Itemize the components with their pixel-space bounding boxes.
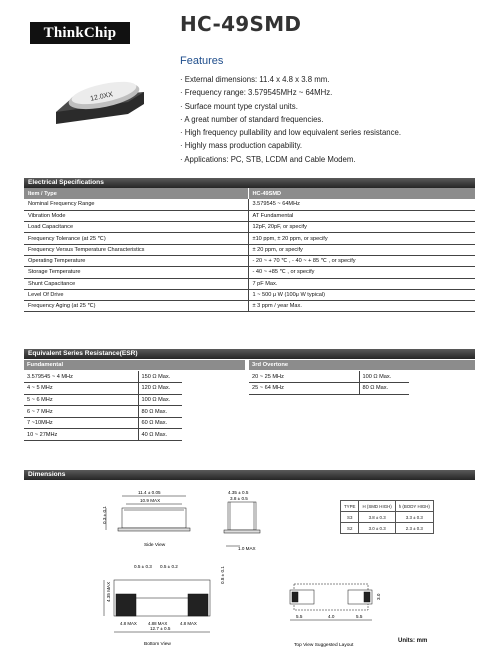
bottom-pad: 4.8 MAX [180,621,197,626]
electrical-section-header: Electrical Specifications [24,178,475,188]
dimensions-section-header: Dimensions [24,470,475,480]
column-header: H (SMD HIGH) [359,501,395,512]
brand-logo: ThinkChip [30,22,130,44]
spec-name: Operating Temperature [24,255,248,266]
table-row [24,417,182,429]
table-row [24,255,475,266]
layout-caption: Top View Suggested Layout [294,643,354,648]
table-header-row [24,188,475,199]
spec-value: 1 ~ 500 μ W (100μ W typical) [248,289,475,300]
bottom-pad: 4.88 MAX [148,621,168,626]
esr-overtone-table [249,371,409,395]
bottom-view-caption: Bottom View [144,642,171,647]
column-header: TYPE [341,501,359,512]
table-row [24,406,182,418]
spec-value: 12pF, 20pF, or specify [248,222,475,233]
esr-value: 120 Ω Max. [138,383,182,395]
layout-pad-height: 3.0 [376,593,381,600]
bottom-view-drawing [96,558,225,648]
bottom-pad: 4.8 MAX [120,621,137,626]
esr-fundamental-header: Fundamental [24,360,245,370]
spec-name: Vibration Mode [24,210,248,221]
table-row [24,210,475,221]
esr-fundamental-table [24,371,182,441]
freq-range: 7 ~10MHz [24,417,138,429]
body-high-cell: 3.3 ± 0.3 [395,512,433,523]
end-view-drawing [216,488,272,554]
feature-item: · Applications: PC, STB, LCDM and Cable Modem. [180,153,401,166]
table-header-row [341,501,434,512]
table-row [24,199,475,210]
table-row [24,429,182,441]
suggested-layout-drawing [280,570,390,652]
spec-name: Nominal Frequency Range [24,199,248,210]
side-view-drawing [96,488,208,548]
column-header: Item / Type [24,188,248,199]
esr-value: 40 Ω Max. [138,429,182,441]
height-table [340,500,434,534]
end-width: 4.35 ± 0.5 [228,490,249,495]
spec-name: Load Capacitance [24,222,248,233]
smd-high-cell: 3.0 ± 0.3 [359,523,395,534]
spec-value: - 40 ~ +85 ℃ , or specify [248,267,475,278]
features-list [180,73,401,166]
spec-value: ±10 ppm, ± 20 ppm, or specify [248,233,475,244]
column-header: h (BODY HIGH) [395,501,433,512]
spec-name: Level Of Drive [24,289,248,300]
units-label: Units: mm [398,638,428,644]
spec-value: ± 20 ppm, or specify [248,244,475,255]
esr-value: 80 Ω Max. [359,383,409,395]
freq-range: 6 ~ 7 MHz [24,406,138,418]
side-view-caption: Side View [144,543,166,548]
feature-item: · A great number of standard frequencies. [180,113,401,126]
layout-gap: 4.0 [328,614,335,619]
table-row [24,244,475,255]
table-row [24,301,475,312]
table-row [24,394,182,406]
bottom-height: 4.35 MAX [106,581,111,602]
crystal-product-image [52,74,148,130]
spec-name: Storage Temperature [24,267,248,278]
table-row [24,222,475,233]
spec-value: ± 3 ppm / year Max. [248,301,475,312]
spec-value: - 20 ~ + 70 ℃ , - 40 ~ + 85 ℃ , or specify [248,255,475,266]
table-row [24,383,182,395]
spec-name: Frequency Versus Temperature Characteristics [24,244,248,255]
spec-value: 3.579545 ~ 64MHz [248,199,475,210]
side-height: 0.3 ± 0.1 [102,506,107,524]
esr-value: 100 Ω Max. [359,371,409,383]
freq-range: 3.579545 ~ 4 MHz [24,371,138,383]
column-header: HC-49SMD [248,188,475,199]
type-cell: S3 [341,512,359,523]
features-title: Features [180,55,224,67]
feature-item: · Frequency range: 3.579545MHz ~ 64MHz. [180,86,401,99]
bottom-left-side: 0.8 ± 0.1 [220,566,225,584]
freq-range: 10 ~ 27MHz [24,429,138,441]
bottom-top-left: 0.5 ± 0.3 [134,564,152,569]
esr-section-header: Equivalent Series Resistance(ESR) [24,349,475,359]
type-cell: S2 [341,523,359,534]
body-high-cell: 2.3 ± 0.3 [395,523,433,534]
esr-overtone-header: 3rd Overtone [249,360,475,370]
freq-range: 5 ~ 6 MHz [24,394,138,406]
esr-value: 100 Ω Max. [138,394,182,406]
esr-value: 150 Ω Max. [138,371,182,383]
bottom-total: 12.7 ± 0.5 [150,626,171,631]
spec-value: 7 pF Max. [248,278,475,289]
spec-value: AT Fundamental [248,210,475,221]
feature-item: · Highly mass production capability. [180,139,401,152]
smd-high-cell: 3.8 ± 0.3 [359,512,395,523]
freq-range: 25 ~ 64 MHz [249,383,359,395]
feature-item: · External dimensions: 11.4 x 4.8 x 3.8 mm. [180,73,401,86]
table-row [341,512,434,523]
table-row [249,371,409,383]
side-top-width: 11.4 ± 0.05 [138,490,161,495]
table-row [24,278,475,289]
table-row [341,523,434,534]
bottom-top-right: 0.5 ± 0.2 [160,564,178,569]
feature-item: · High frequency pullability and low equivalent series resistance. [180,126,401,139]
esr-value: 80 Ω Max. [138,406,182,418]
table-row [24,267,475,278]
esr-value: 60 Ω Max. [138,417,182,429]
table-row [249,383,409,395]
layout-pad-width: 5.5 [296,614,303,619]
table-row [24,233,475,244]
model-title: HC-49SMD [180,12,302,36]
spec-name: Frequency Tolerance (at 25 ℃) [24,233,248,244]
end-bottom: 1.0 MAX [238,546,256,551]
layout-pad-width-right: 5.5 [356,614,363,619]
feature-item: · Surface mount type crystal units. [180,100,401,113]
side-inner-width: 10.9 MAX [140,498,161,503]
table-row [24,289,475,300]
freq-range: 20 ~ 25 MHz [249,371,359,383]
freq-range: 4 ~ 5 MHz [24,383,138,395]
electrical-spec-table [24,188,475,312]
table-row [24,371,182,383]
spec-name: Shunt Capacitance [24,278,248,289]
product-marking: 12.0XX [89,91,114,103]
end-inner: 3.8 ± 0.5 [230,496,248,501]
spec-name: Frequency Aging (at 25 ℃) [24,301,248,312]
